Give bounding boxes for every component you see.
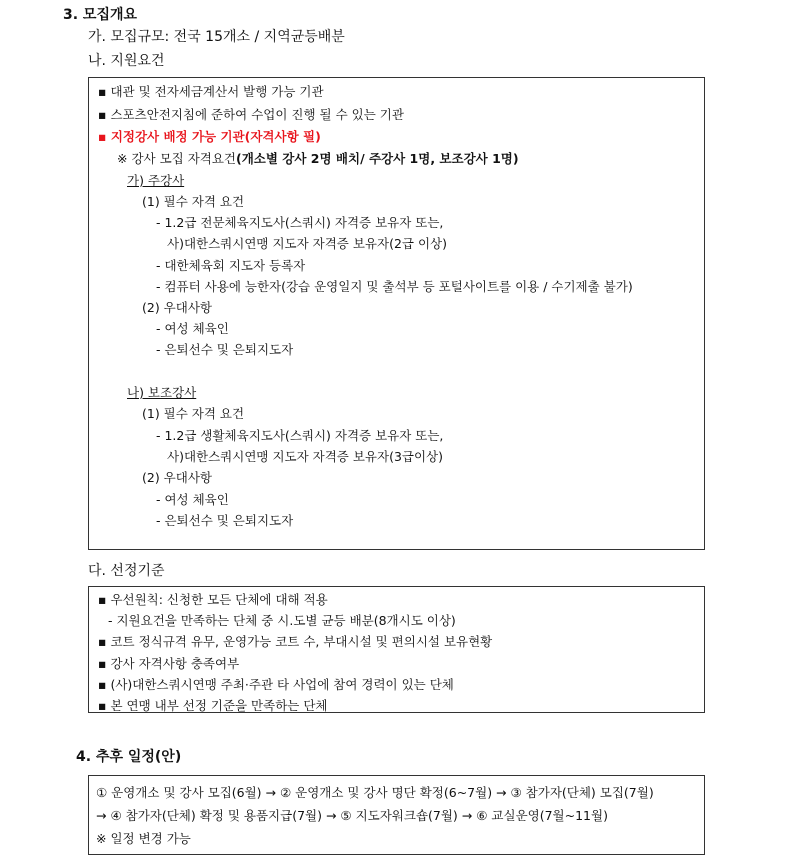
schedule-line-2: → ④ 참가자(단체) 확정 및 용품지급(7월) → ⑤ 지도자워크숍(7월) → ⑥ 교실운영(7월~11월) bbox=[96, 808, 608, 823]
assist-pref-1: - 여성 체육인 bbox=[156, 492, 229, 507]
criteria-4: ▪ (사)대한스쿼시연맹 주최·주관 타 사업에 참여 경력이 있는 단체 bbox=[98, 677, 454, 692]
section4-title: 4. 추후 일정(안) bbox=[76, 749, 182, 765]
main-pref-1: - 여성 체육인 bbox=[156, 321, 229, 336]
criteria-1: ▪ 우선원칙: 신청한 모든 단체에 대해 적용 bbox=[98, 592, 328, 607]
selection-criteria-heading: 다. 선정기준 bbox=[88, 563, 165, 579]
criteria-2: ▪ 코트 정식규격 유무, 운영가능 코트 수, 부대시설 및 편의시설 보유현황 bbox=[98, 634, 493, 649]
assist-pref-title: (2) 우대사항 bbox=[142, 470, 212, 485]
main-instructor-title: 가) 주강사 bbox=[127, 173, 185, 188]
main-req-2: - 대한체육회 지도자 등록자 bbox=[156, 258, 306, 273]
instructor-note bbox=[117, 149, 519, 167]
assist-req-1: - 1.2급 생활체육지도사(스쿼시) 자격증 보유자 또는, bbox=[156, 428, 444, 443]
criteria-5: ▪ 본 연맹 내부 선정 기준을 만족하는 단체 bbox=[98, 698, 328, 713]
assist-pref-2: - 은퇴선수 및 은퇴지도자 bbox=[156, 513, 294, 528]
recruit-scale: 가. 모집규모: 전국 15개소 / 지역균등배분 bbox=[88, 29, 345, 45]
main-req-1: - 1.2급 전문체육지도사(스쿼시) 자격증 보유자 또는, bbox=[156, 215, 444, 230]
criteria-3: ▪ 강사 자격사항 충족여부 bbox=[98, 656, 240, 671]
assist-instructor-title: 나) 보조강사 bbox=[127, 385, 197, 400]
main-req-1b: 사)대한스쿼시연맹 지도자 자격증 보유자(2급 이상) bbox=[167, 236, 447, 251]
criteria-1b: - 지원요건을 만족하는 단체 중 시.도별 균등 배분(8개시도 이상) bbox=[108, 613, 456, 628]
main-req-title: (1) 필수 자격 요건 bbox=[142, 194, 245, 209]
req-bullet-2: ▪ 스포츠안전지침에 준하여 수업이 진행 될 수 있는 기관 bbox=[98, 107, 404, 122]
main-req-3: - 컴퓨터 사용에 능한자(강습 운영일지 및 출석부 등 포털사이트를 이용 / 수기제출 불가) bbox=[156, 279, 633, 294]
main-pref-title: (2) 우대사항 bbox=[142, 300, 212, 315]
req-bullet-3: ▪ 지정강사 배정 가능 기관(자격사항 필) bbox=[98, 129, 321, 144]
requirements-heading: 나. 지원요건 bbox=[88, 53, 165, 69]
assist-req-title: (1) 필수 자격 요건 bbox=[142, 406, 245, 421]
section3-title: 3. 모집개요 bbox=[63, 7, 138, 23]
req-bullet-1: ▪ 대관 및 전자세금계산서 발행 가능 기관 bbox=[98, 84, 324, 99]
main-pref-2: - 은퇴선수 및 은퇴지도자 bbox=[156, 342, 294, 357]
assist-req-1b: 사)대한스쿼시연맹 지도자 자격증 보유자(3급이상) bbox=[167, 449, 444, 464]
schedule-line-1: ① 운영개소 및 강사 모집(6월) → ② 운영개소 및 강사 명단 확정(6~7월) → ③ 참가자(단체) 모집(7월) bbox=[96, 785, 654, 800]
instructor-note-bold: (개소별 강사 2명 배치/ 주강사 1명, 보조강사 1명) bbox=[236, 151, 519, 166]
instructor-note-prefix: ※ 강사 모집 자격요건 bbox=[117, 151, 236, 166]
schedule-note: ※ 일정 변경 가능 bbox=[96, 831, 191, 846]
